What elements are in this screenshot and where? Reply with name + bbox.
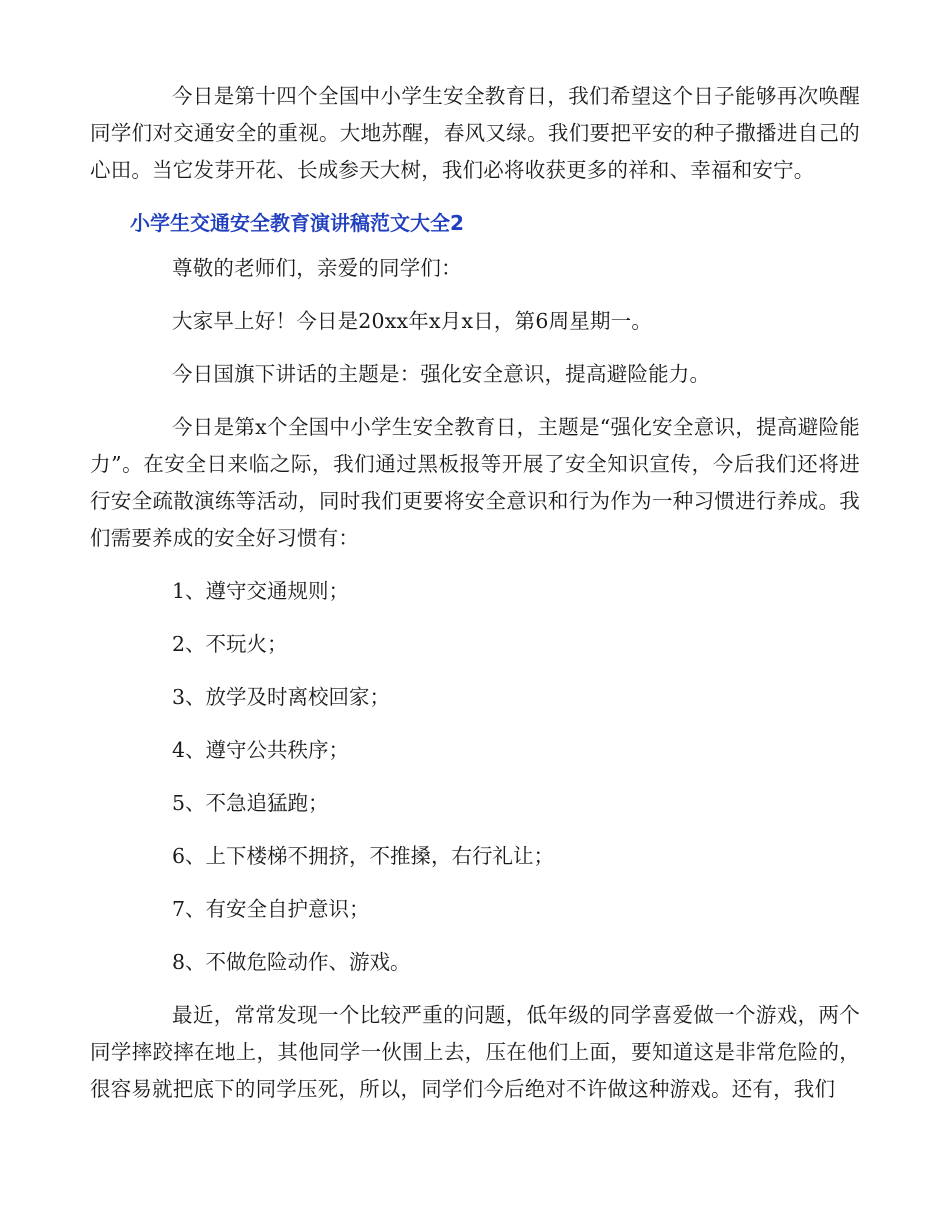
- spacer: [90, 557, 860, 573]
- habit-item: 3、放学及时离校回家；: [172, 685, 391, 709]
- spacer: [90, 875, 860, 891]
- spacer: [90, 287, 860, 303]
- spacer: [90, 340, 860, 356]
- document-content: [90, 78, 860, 1108]
- theme-line: 今日国旗下讲话的主题是：强化安全意识，提高避险能力。: [172, 362, 711, 386]
- spacer: [90, 393, 860, 409]
- spacer: [90, 769, 860, 785]
- spacer: [90, 663, 860, 679]
- habit-item: 2、不玩火；: [172, 632, 288, 656]
- morning-line: 大家早上好！今日是20xx年x月x日，第6周星期一。: [172, 309, 653, 333]
- intro-paragraph: 今日是第十四个全国中小学生安全教育日，我们希望这个日子能够再次唤醒同学们对交通安全的重视。大地苏醒，春风又绿。我们要把平安的种子撒播进自己的心田。当它发芽开花、长成参天大树，我们必将收获更多的祥和、幸福和安宁。: [90, 84, 860, 182]
- spacer: [90, 822, 860, 838]
- spacer: [90, 928, 860, 944]
- habit-item: 1、遵守交通规则；: [172, 579, 350, 603]
- spacer: [90, 981, 860, 997]
- habit-item: 6、上下楼梯不拥挤，不推搡，右行礼让；: [172, 844, 555, 868]
- habit-item: 4、遵守公共秩序；: [172, 738, 350, 762]
- closing-paragraph: 最近，常常发现一个比较严重的问题，低年级的同学喜爱做一个游戏，两个同学摔跤摔在地上，其他同学一伙围上去，压在他们上面，要知道这是非常危险的，很容易就把底下的同学压死，所以，同学们今后绝对不许做这种游戏。还有，我们: [90, 1003, 860, 1101]
- body-paragraph: 今日是第x个全国中小学生安全教育日，主题是“强化安全意识，提高避险能力”。在安全日来临之际，我们通过黑板报等开展了安全知识宣传，今后我们还将进行安全疏散演练等活动，同时我们更要将安全意识和行为作为一种习惯进行养成。我们需要养成的安全好习惯有：: [90, 415, 860, 550]
- spacer: [90, 189, 860, 205]
- habit-item: 8、不做危险动作、游戏。: [172, 950, 411, 974]
- section-heading: 小学生交通安全教育演讲稿范文大全2: [130, 211, 464, 235]
- greeting-line: 尊敬的老师们，亲爱的同学们：: [172, 256, 462, 280]
- spacer: [90, 242, 860, 250]
- habit-item: 5、不急追猛跑；: [172, 791, 329, 815]
- spacer: [90, 610, 860, 626]
- habit-item: 7、有安全自护意识；: [172, 897, 370, 921]
- spacer: [90, 716, 860, 732]
